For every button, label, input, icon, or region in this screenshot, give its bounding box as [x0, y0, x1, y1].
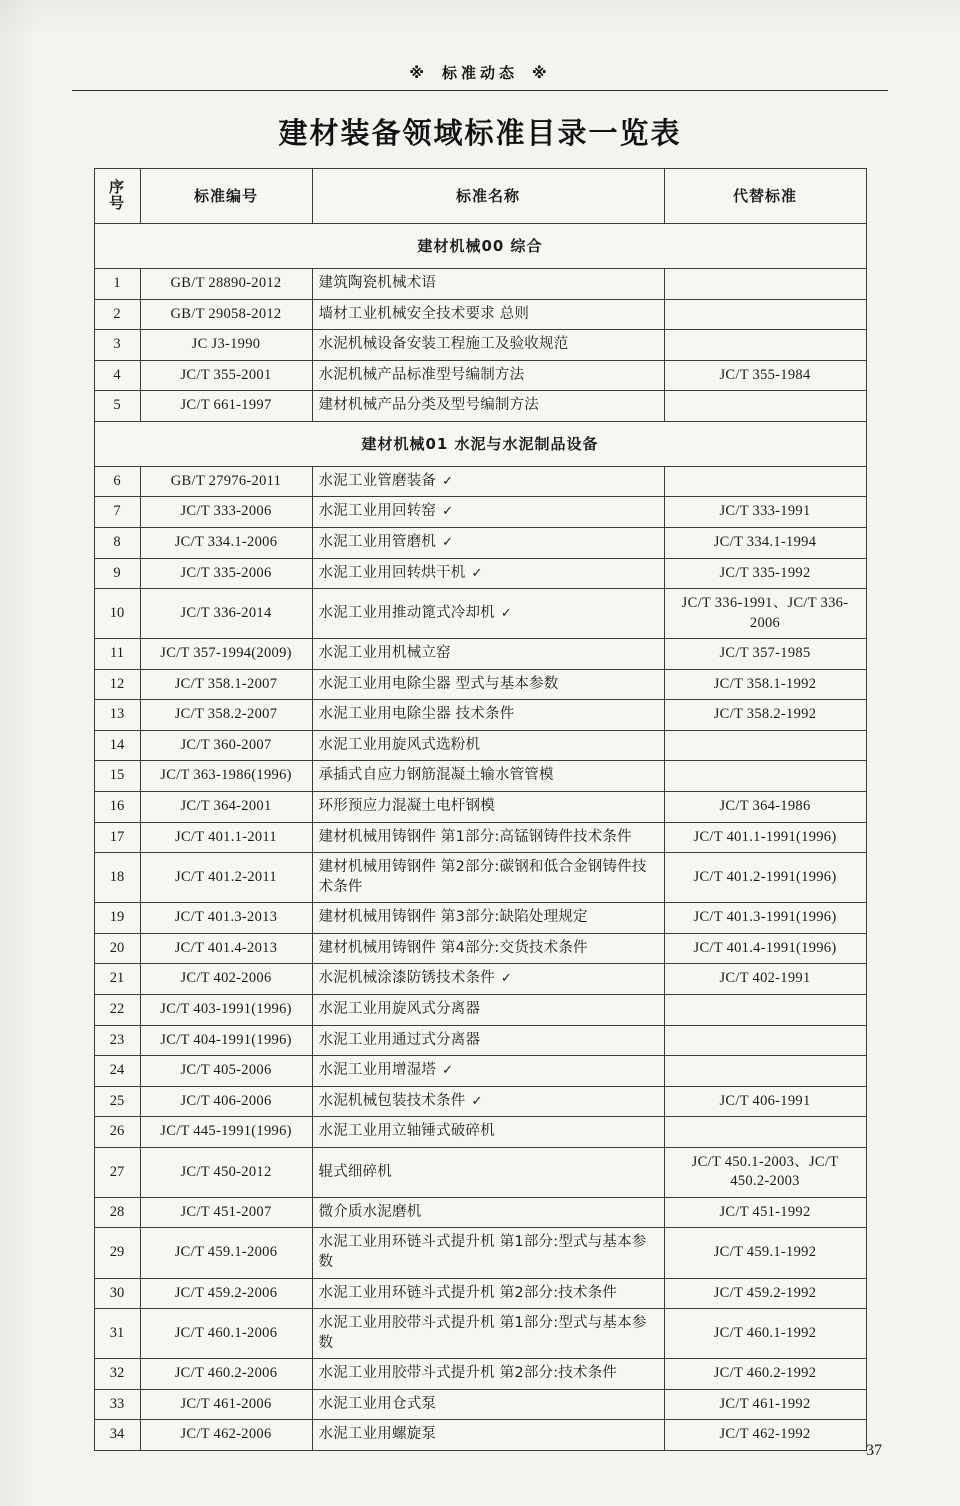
- cell-standard-name: [312, 853, 664, 903]
- table-row: [94, 1389, 866, 1420]
- standard-name-text: 水泥机械包装技术条件: [318, 1092, 466, 1109]
- table-header-row: [94, 169, 866, 224]
- table-body: [94, 224, 866, 1451]
- table-row: [94, 1086, 866, 1117]
- cell-standard-name: [312, 639, 664, 670]
- page-number: 37: [866, 1442, 882, 1459]
- standard-name-text: 水泥工业用回转窑: [318, 503, 437, 520]
- banner-text: 标准动态: [441, 64, 518, 82]
- banner-right-mark-icon: ※: [532, 63, 551, 82]
- cell-standard-name: [312, 360, 664, 391]
- column-header-code: 标准编号: [140, 169, 312, 224]
- standard-name-text: 水泥工业用立轴锤式破碎机: [318, 1123, 495, 1140]
- cell-standard-code: JC/T 450-2012: [140, 1147, 312, 1197]
- cell-standard-name: [312, 1420, 664, 1451]
- standard-name-text: 水泥工业用环链斗式提升机 第1部分:型式与基本参数: [318, 1234, 647, 1270]
- cell-serial: 18: [94, 853, 140, 903]
- cell-standard-code: JC/T 360-2007: [140, 730, 312, 761]
- cell-standard-code: JC/T 459.2-2006: [140, 1278, 312, 1309]
- cell-standard-code: JC/T 406-2006: [140, 1086, 312, 1117]
- table-row: [94, 497, 866, 528]
- cell-serial: 4: [94, 360, 140, 391]
- cell-serial: 14: [94, 730, 140, 761]
- cell-serial: 19: [94, 903, 140, 934]
- cell-replaced-standard: JC/T 406-1991: [664, 1086, 866, 1117]
- standard-name-text: 水泥机械产品标准型号编制方法: [318, 366, 525, 383]
- table-row: [94, 269, 866, 300]
- cell-standard-name: [312, 1228, 664, 1278]
- standard-name-text: 水泥工业用旋风式分离器: [318, 1000, 481, 1017]
- cell-standard-name: [312, 994, 664, 1025]
- cell-replaced-standard: JC/T 460.2-1992: [664, 1359, 866, 1390]
- checkmark-icon: ✓: [500, 971, 512, 987]
- cell-replaced-standard: [664, 1025, 866, 1056]
- table-row: [94, 1197, 866, 1228]
- cell-serial: 34: [94, 1420, 140, 1451]
- cell-standard-name: [312, 700, 664, 731]
- standard-name-text: 水泥工业用电除尘器 型式与基本参数: [318, 675, 559, 692]
- cell-serial: 25: [94, 1086, 140, 1117]
- standard-name-text: 水泥工业用管磨机: [318, 533, 437, 550]
- cell-standard-code: JC J3-1990: [140, 330, 312, 361]
- standard-name-text: 墙材工业机械安全技术要求 总则: [318, 305, 530, 322]
- cell-replaced-standard: JC/T 401.3-1991(1996): [664, 903, 866, 934]
- cell-serial: 33: [94, 1389, 140, 1420]
- cell-serial: 27: [94, 1147, 140, 1197]
- checkmark-icon: ✓: [500, 605, 512, 621]
- table-row: [94, 589, 866, 639]
- cell-standard-code: JC/T 363-1986(1996): [140, 761, 312, 792]
- cell-standard-name: [312, 933, 664, 964]
- cell-serial: 30: [94, 1278, 140, 1309]
- cell-serial: 21: [94, 964, 140, 995]
- cell-standard-code: GB/T 29058-2012: [140, 299, 312, 330]
- cell-standard-code: JC/T 335-2006: [140, 558, 312, 589]
- cell-standard-name: [312, 589, 664, 639]
- table-row: [94, 1025, 866, 1056]
- cell-replaced-standard: JC/T 358.1-1992: [664, 669, 866, 700]
- table-row: [94, 639, 866, 670]
- cell-standard-code: JC/T 358.1-2007: [140, 669, 312, 700]
- cell-replaced-standard: [664, 1056, 866, 1087]
- cell-standard-name: [312, 269, 664, 300]
- table-row: [94, 527, 866, 558]
- cell-serial: 20: [94, 933, 140, 964]
- cell-standard-code: JC/T 461-2006: [140, 1389, 312, 1420]
- cell-standard-code: GB/T 28890-2012: [140, 269, 312, 300]
- cell-replaced-standard: JC/T 334.1-1994: [664, 527, 866, 558]
- cell-replaced-standard: JC/T 451-1992: [664, 1197, 866, 1228]
- table-row: [94, 730, 866, 761]
- cell-serial: 28: [94, 1197, 140, 1228]
- table-row: [94, 792, 866, 823]
- standard-name-text: 水泥工业用螺旋泵: [318, 1426, 437, 1443]
- cell-serial: 5: [94, 391, 140, 422]
- cell-standard-name: [312, 1025, 664, 1056]
- cell-standard-name: [312, 1117, 664, 1148]
- cell-replaced-standard: JC/T 401.4-1991(1996): [664, 933, 866, 964]
- table-row: [94, 761, 866, 792]
- cell-replaced-standard: [664, 994, 866, 1025]
- cell-standard-name: [312, 1278, 664, 1309]
- cell-standard-code: JC/T 661-1997: [140, 391, 312, 422]
- cell-standard-name: [312, 761, 664, 792]
- cell-replaced-standard: [664, 761, 866, 792]
- cell-replaced-standard: [664, 466, 866, 497]
- cell-standard-code: JC/T 336-2014: [140, 589, 312, 639]
- cell-serial: 11: [94, 639, 140, 670]
- cell-standard-name: [312, 527, 664, 558]
- cell-standard-name: [312, 1086, 664, 1117]
- cell-standard-code: JC/T 334.1-2006: [140, 527, 312, 558]
- standard-name-text: 建材机械产品分类及型号编制方法: [318, 397, 539, 414]
- table-row: [94, 964, 866, 995]
- cell-replaced-standard: JC/T 401.2-1991(1996): [664, 853, 866, 903]
- table-row: [94, 558, 866, 589]
- cell-serial: 1: [94, 269, 140, 300]
- cell-standard-name: [312, 1359, 664, 1390]
- standards-table: [94, 168, 867, 1451]
- standard-name-text: 建材机械用铸钢件 第3部分:缺陷处理规定: [318, 909, 588, 926]
- cell-standard-name: [312, 822, 664, 853]
- cell-replaced-standard: JC/T 459.1-1992: [664, 1228, 866, 1278]
- cell-standard-name: [312, 1056, 664, 1087]
- cell-standard-name: [312, 466, 664, 497]
- cell-standard-name: [312, 558, 664, 589]
- standard-name-text: 水泥工业用机械立窑: [318, 645, 451, 662]
- cell-replaced-standard: [664, 730, 866, 761]
- column-header-serial-line2: 号: [108, 194, 125, 212]
- standard-name-text: 水泥工业用通过式分离器: [318, 1031, 481, 1048]
- section-label: 建材机械00 综合: [94, 224, 866, 269]
- cell-serial: 31: [94, 1309, 140, 1359]
- cell-standard-code: JC/T 333-2006: [140, 497, 312, 528]
- cell-serial: 22: [94, 994, 140, 1025]
- banner-left-mark-icon: ※: [409, 63, 428, 82]
- cell-standard-code: JC/T 401.1-2011: [140, 822, 312, 853]
- cell-standard-name: [312, 1309, 664, 1359]
- cell-serial: 12: [94, 669, 140, 700]
- cell-serial: 23: [94, 1025, 140, 1056]
- cell-standard-code: JC/T 403-1991(1996): [140, 994, 312, 1025]
- cell-serial: 10: [94, 589, 140, 639]
- standard-name-text: 水泥机械涂漆防锈技术条件: [318, 970, 495, 987]
- standard-name-text: 水泥工业用旋风式选粉机: [318, 736, 481, 753]
- cell-serial: 16: [94, 792, 140, 823]
- cell-replaced-standard: JC/T 401.1-1991(1996): [664, 822, 866, 853]
- cell-standard-name: [312, 792, 664, 823]
- checkmark-icon: ✓: [471, 565, 483, 581]
- cell-replaced-standard: [664, 330, 866, 361]
- table-row: [94, 700, 866, 731]
- standard-name-text: 建筑陶瓷机械术语: [318, 275, 437, 291]
- standard-name-text: 水泥工业用电除尘器 技术条件: [318, 706, 515, 723]
- table-row: [94, 903, 866, 934]
- cell-serial: 17: [94, 822, 140, 853]
- standard-name-text: 微介质水泥磨机: [318, 1203, 422, 1220]
- standard-name-text: 建材机械用铸钢件 第2部分:碳钢和低合金钢铸件技术条件: [318, 859, 647, 895]
- cell-replaced-standard: JC/T 459.2-1992: [664, 1278, 866, 1309]
- cell-serial: 8: [94, 527, 140, 558]
- table-row: [94, 933, 866, 964]
- standard-name-text: 水泥工业用胶带斗式提升机 第2部分:技术条件: [318, 1365, 618, 1382]
- table-section-row: [94, 224, 866, 269]
- table-row: [94, 1359, 866, 1390]
- standard-name-text: 辊式细碎机: [318, 1163, 392, 1180]
- table-row: [94, 1278, 866, 1309]
- cell-serial: 3: [94, 330, 140, 361]
- cell-serial: 13: [94, 700, 140, 731]
- cell-serial: 9: [94, 558, 140, 589]
- cell-replaced-standard: JC/T 450.1-2003、JC/T 450.2-2003: [664, 1147, 866, 1197]
- cell-standard-code: JC/T 459.1-2006: [140, 1228, 312, 1278]
- cell-standard-code: JC/T 404-1991(1996): [140, 1025, 312, 1056]
- table-row: [94, 822, 866, 853]
- cell-serial: 7: [94, 497, 140, 528]
- cell-standard-code: JC/T 405-2006: [140, 1056, 312, 1087]
- cell-replaced-standard: JC/T 335-1992: [664, 558, 866, 589]
- cell-replaced-standard: JC/T 461-1992: [664, 1389, 866, 1420]
- section-label: 建材机械01 水泥与水泥制品设备: [94, 421, 866, 466]
- table-row: [94, 853, 866, 903]
- cell-serial: 15: [94, 761, 140, 792]
- table-row: [94, 994, 866, 1025]
- standard-name-text: 水泥机械设备安装工程施工及验收规范: [318, 336, 569, 353]
- standard-name-text: 建材机械用铸钢件 第1部分:高锰钢铸件技术条件: [318, 828, 632, 845]
- table-row: [94, 1420, 866, 1451]
- cell-replaced-standard: JC/T 402-1991: [664, 964, 866, 995]
- standard-name-text: 水泥工业用推动篦式冷却机: [318, 604, 495, 621]
- cell-standard-code: JC/T 364-2001: [140, 792, 312, 823]
- standard-name-text: 水泥工业用仓式泵: [318, 1395, 437, 1412]
- cell-serial: 29: [94, 1228, 140, 1278]
- table-section-row: [94, 421, 866, 466]
- cell-standard-code: JC/T 445-1991(1996): [140, 1117, 312, 1148]
- cell-standard-name: [312, 1389, 664, 1420]
- cell-standard-name: [312, 964, 664, 995]
- section-banner: [72, 62, 888, 83]
- column-header-serial: [94, 169, 140, 224]
- cell-replaced-standard: [664, 391, 866, 422]
- cell-replaced-standard: JC/T 358.2-1992: [664, 700, 866, 731]
- table-row: [94, 1147, 866, 1197]
- table-row: [94, 1056, 866, 1087]
- standard-name-text: 水泥工业用增湿塔: [318, 1062, 437, 1079]
- cell-standard-name: [312, 669, 664, 700]
- cell-serial: 26: [94, 1117, 140, 1148]
- standard-name-text: 水泥工业用胶带斗式提升机 第1部分:型式与基本参数: [318, 1315, 647, 1351]
- standard-name-text: 水泥工业用环链斗式提升机 第2部分:技术条件: [318, 1284, 618, 1301]
- cell-standard-code: JC/T 401.4-2013: [140, 933, 312, 964]
- table-row: [94, 1228, 866, 1278]
- cell-standard-name: [312, 497, 664, 528]
- column-header-serial-line1: 序: [108, 178, 125, 197]
- table-row: [94, 669, 866, 700]
- cell-standard-name: [312, 299, 664, 330]
- checkmark-icon: ✓: [442, 473, 454, 489]
- cell-replaced-standard: JC/T 357-1985: [664, 639, 866, 670]
- cell-replaced-standard: [664, 269, 866, 300]
- cell-standard-code: JC/T 451-2007: [140, 1197, 312, 1228]
- cell-serial: 32: [94, 1359, 140, 1390]
- cell-standard-code: GB/T 27976-2011: [140, 466, 312, 497]
- cell-standard-name: [312, 1147, 664, 1197]
- table-row: [94, 330, 866, 361]
- standard-name-text: 水泥工业用回转烘干机: [318, 564, 466, 581]
- cell-replaced-standard: JC/T 355-1984: [664, 360, 866, 391]
- cell-replaced-standard: JC/T 333-1991: [664, 497, 866, 528]
- cell-standard-code: JC/T 401.3-2013: [140, 903, 312, 934]
- cell-standard-name: [312, 391, 664, 422]
- cell-standard-code: JC/T 358.2-2007: [140, 700, 312, 731]
- checkmark-icon: ✓: [442, 504, 454, 520]
- standard-name-text: 承插式自应力钢筋混凝土输水管管模: [318, 767, 554, 784]
- cell-serial: 2: [94, 299, 140, 330]
- standard-name-text: 水泥工业管磨装备: [318, 472, 437, 489]
- column-header-replaced: 代替标准: [664, 169, 866, 224]
- cell-replaced-standard: [664, 1117, 866, 1148]
- cell-standard-name: [312, 1197, 664, 1228]
- cell-replaced-standard: JC/T 336-1991、JC/T 336-2006: [664, 589, 866, 639]
- cell-serial: 24: [94, 1056, 140, 1087]
- cell-standard-code: JC/T 357-1994(2009): [140, 639, 312, 670]
- table-row: [94, 1117, 866, 1148]
- table-row: [94, 466, 866, 497]
- header-divider: [72, 90, 888, 91]
- cell-standard-code: JC/T 462-2006: [140, 1420, 312, 1451]
- cell-replaced-standard: JC/T 460.1-1992: [664, 1309, 866, 1359]
- page-header: [72, 62, 888, 91]
- cell-standard-name: [312, 330, 664, 361]
- checkmark-icon: ✓: [442, 1063, 454, 1079]
- cell-standard-code: JC/T 355-2001: [140, 360, 312, 391]
- cell-standard-code: JC/T 401.2-2011: [140, 853, 312, 903]
- standard-name-text: 环形预应力混凝土电杆钢模: [318, 798, 495, 814]
- cell-standard-name: [312, 730, 664, 761]
- standard-name-text: 建材机械用铸钢件 第4部分:交货技术条件: [318, 939, 588, 956]
- checkmark-icon: ✓: [471, 1093, 483, 1109]
- cell-replaced-standard: JC/T 462-1992: [664, 1420, 866, 1451]
- cell-replaced-standard: [664, 299, 866, 330]
- table-row: [94, 360, 866, 391]
- table-row: [94, 1309, 866, 1359]
- table-row: [94, 391, 866, 422]
- page-title: 建材装备领域标准目录一览表: [278, 116, 682, 150]
- table-row: [94, 299, 866, 330]
- checkmark-icon: ✓: [442, 534, 454, 550]
- cell-replaced-standard: JC/T 364-1986: [664, 792, 866, 823]
- cell-standard-code: JC/T 460.1-2006: [140, 1309, 312, 1359]
- cell-standard-code: JC/T 402-2006: [140, 964, 312, 995]
- cell-standard-code: JC/T 460.2-2006: [140, 1359, 312, 1390]
- column-header-name: 标准名称: [312, 169, 664, 224]
- cell-serial: 6: [94, 466, 140, 497]
- cell-standard-name: [312, 903, 664, 934]
